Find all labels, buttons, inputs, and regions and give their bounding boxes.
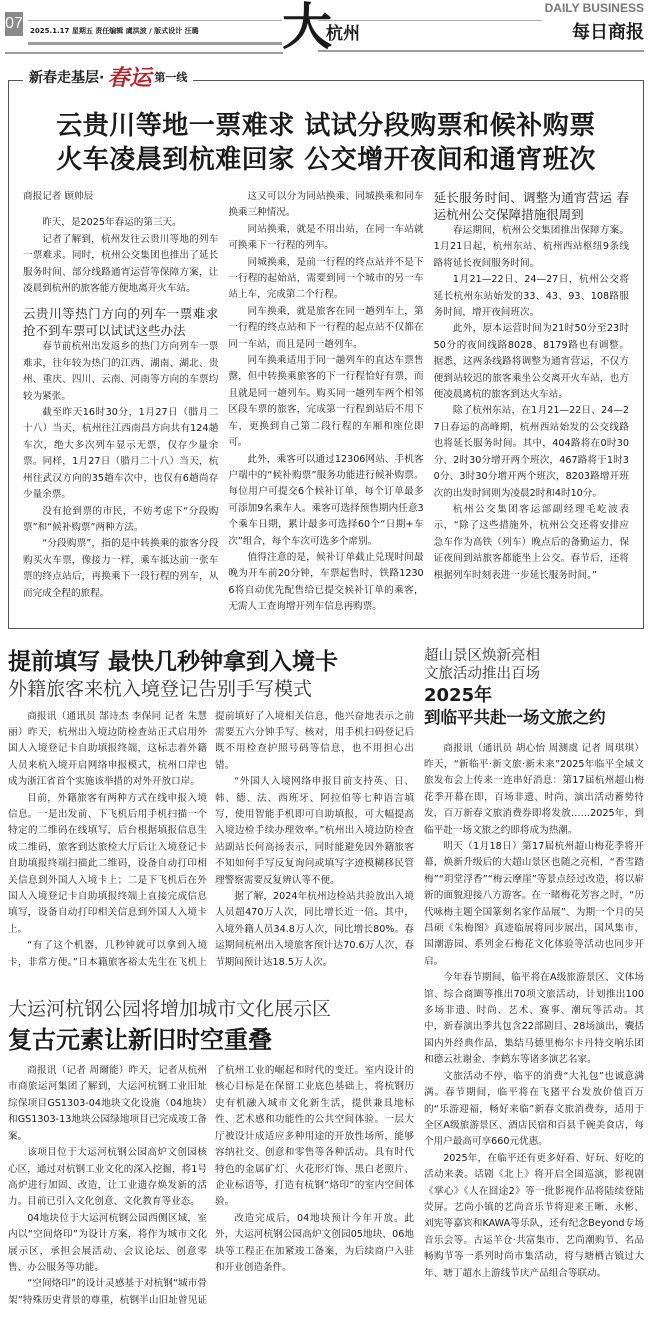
lower-section <box>8 647 644 1310</box>
paragraph: 1月21—22日、24—27日，杭州公交将延长杭州东站始发的33、43、93、108路服务时间，增开夜间班次。 <box>433 274 629 319</box>
section-logo-char: 大 <box>282 0 332 56</box>
paragraph: 同站换乘，就是不用出站，在同一车站就可换乘下一行程的列车。 <box>228 223 424 252</box>
story2 <box>8 647 414 972</box>
paragraph: 昨天，是2025年春运的第三天。 <box>42 217 182 229</box>
story3 <box>424 647 644 1282</box>
story4-subheadline: 大运河杭钢公园将增加城市文化展示区 <box>8 998 332 1021</box>
headline-line: 火车凌晨到杭难回家 公交增开夜间和通宵班次 <box>56 145 596 175</box>
header-rule-left <box>28 42 282 45</box>
paragraph: 没有抢到票的市民，不妨考虑下“分段购票”和“候补购票”两种方法。 <box>23 505 219 533</box>
masthead <box>0 0 652 62</box>
paragraph: 这又可以分为同站换乘、同城换乘和同车换乘三种情况。 <box>228 191 424 219</box>
kicker-text: 新春走基层· <box>29 70 105 86</box>
paragraph: 商报讯（通讯员 胡心怡 周测虞 记者 周琪琪）昨天，“新临平·新文旅·新未来”2025年临平全域文旅发布会上传来一连串好消息：第17届杭州超山梅花季开幕在即，百场非遗、时尚、演出活动蓄势待发，百万新春文旅消费券即将发放……2025年，到临平赴一场文旅之约即将成为热潮。 <box>424 742 644 836</box>
header-rule-right <box>318 50 644 52</box>
paragraph: 明天（1月18日）第17届杭州超山梅花季将开幕，焕新升级后的大超山景区也随之亮相，“香雪踏梅”“玥堂浮香”“梅云摩崖”等景点经过改造，将以崭新的面貌迎接八方游客。在一睹梅花芳容之时，“历代咏梅主题全国篆刻名家作品展”、为期一个月的吴昌硕《朱梅图》真迹临展将同步展出，国风集市、国潮游园、系列金石梅花文化体验等活动也同步开启。 <box>424 841 644 967</box>
page-content <box>0 65 652 1319</box>
paragraph: 除了杭州东站，在1月21—22日、24—27日春运的高峰期，杭州西站始发的公交线路也将延长服务时间。其中，404路将在0时30分、2时30分增开两个班次，467路将于1时30分、3时30分增开两个班次，8203路增开班次的出发时间则为凌晨2时和4时10分。 <box>433 405 629 499</box>
paragraph: 同车换乘适用于同一趟列车的直达车票售罄，但中转换乘旅客的下一行程恰好有票，而且就是同一趟列车。购买同一趟列车两个相邻区段车票的旅客，完成第一行程到站后不用下车，更换到自己第二段行程的车厢和座位即可。 <box>228 355 424 449</box>
paragraph: 改造完成后，04地块预计今年开放。此外，大运河杭钢公园高炉文创园05地块、06地块等工程正在加紧竣工备案，为后续商户入驻和开业创造条件。 <box>215 1212 414 1273</box>
paragraph: “有了这个机器，几秒钟就可以拿到入境卡，非常方便。”日本籍旅客裕太先生在飞机上提前填好了入境相关信息，他兴奋地表示之前需要五六分钟手写、核对，用手机扫码登记后既不用检查护照号码等信息，也不用担心出错。 <box>8 710 414 968</box>
paragraph: “分段购票”，指的是中转换乘的旅客分段购买火车票，像接力一样，乘车抵达前一张车票的终点站后，再换乘下一段行程的列车，从而完成全程的旅程。 <box>23 538 219 599</box>
section-title: 杭州 <box>326 24 360 44</box>
paragraph: 此外，原本运营时间为21时50分至23时50分的夜间线路8028、8179路也有调整。据悉，这两条线路将调整为通宵营运，不仅方便到站较迟的旅客乘坐公交离开火车站，也方便凌晨离杭的旅客到达火车站。 <box>433 323 629 401</box>
story3-subheadline: 超山景区焕新亮相 <box>424 647 540 664</box>
paragraph: 同车换乘，就是旅客在同一趟列车上，第一行程的终点站和下一行程的起点站不仅都在同一车站，而且是同一趟列车。 <box>228 305 424 350</box>
story3-headline: 2025年 <box>424 684 493 706</box>
story2-headline: 提前填写 最快几秒钟拿到入境卡 <box>8 648 339 675</box>
paragraph: 杭州公交集团客运部副经理毛屹波表示，“除了这些措施外，杭州公交还将安排应急车作为高铁（列车）晚点后的备勤运力，保证夜间到站旅客都能坐上公交。春节后，还将根据列车时刻表进一步延长服务时间。” <box>433 503 629 581</box>
left-stories <box>8 647 414 1310</box>
paragraph: 文旅活动不停，临平的消费“大礼包”也诚意满满。春节期间，临平将在飞猪平台发放价值百万的“乐游迎福，畅好来临”新春文旅消费券，适用于全区A级旅游景区、酒店民宿和百县千碗美食店，每个用户最高可享660元优惠。 <box>424 1070 644 1148</box>
header-rule-left-bottom <box>5 52 283 54</box>
paragraph: 春节前杭州出发返乡的热门方向列车一票难求，往年较为热门的江西、湖南、湖北、贵州、重庆、四川、云南、河南等方向的车票均较为紧张。 <box>23 341 219 402</box>
paragraph: 春运期间，杭州公交集团推出保障方案。1月21日起，杭州东站、杭州西站枢纽9条线路将延长夜间服务时间。 <box>433 225 629 269</box>
paragraph: 据了解，2024年杭州边检站共验放出入境人员超470万人次，同比增长近一倍。其中，入境外籍人员34.8万人次，同比增长80%。春运期间杭州出入境旅客预计达70.6万人次，春节期间预计达18.5万人次。 <box>215 891 414 968</box>
paragraph: 2025年，在临平还有更多好看、好玩、好吃的活动来袭。话剧《北上》将开启全国巡演，影视剧《掌心》《人在囧途2》等一批影视作品将陆续登陆荧屏。艺尚小镇的艺尚音乐节将迎来王晰、永彬、刘宪等嘉宾和KAWA等乐队，还有纪念Beyond专场音乐会等。古运羊仓·共富集市、艺尚潮购节、名品畅购节等一系列时尚市集活动，将与塘栖古镇过大年、塘丁超水上游线节庆产品组合等联动。 <box>424 1152 644 1279</box>
subheading: 延长服务时间、调整为通宵营运 春运杭州公交保障措施很周到 <box>433 190 629 222</box>
kicker-suffix: 第一线 <box>154 71 188 84</box>
paragraph: 商报讯（通讯员 郜诗杰 李保同 记者 朱慧丽）昨天，杭州出入境边防检查站正式启用外国人入境登记卡自助填报终端，这标志着外籍人员来杭入境开启网络申报模式，杭州口岸也成为浙江省首个实施该举措的对外开放口岸。 <box>8 710 207 788</box>
paragraph: 目前，外籍旅客有两种方式在线申报入境信息。一是出发前、下飞机后用手机扫描一个特定的二维码在线填写，后台根据填报信息生成二维码，旅客到达旅检大厅后让入境登记卡自助填报终端扫描此二维码，设备自动打印相关信息到外国人入境卡上；二是下飞机后在外国人入境登记卡自助填报终端上直接完成信息填写，设备自动打印相关信息到外国人入境卡上。 <box>8 792 207 935</box>
paragraph: 值得注意的是，候补订单截止兑现时间最晚为开车前20分钟，车票起售时，铁路12306将自动优先配售给已提交候补订单的乘客，无需人工查询增开列车信息再购票。 <box>228 551 424 613</box>
story3-body <box>424 741 644 1282</box>
story3-headline: 到临平共赴一场文旅之约 <box>424 707 606 727</box>
subheading: 云贵川等热门方向的列车一票难求 抢不到车票可以试试这些办法 <box>23 306 219 339</box>
header-thin-rule <box>28 20 282 21</box>
header-thin-rule-right <box>318 20 542 21</box>
brand-name: 每日商报 <box>572 22 644 43</box>
headline-line: 云贵川等地一票难求 试试分段购票和候补购票 <box>56 111 596 141</box>
kicker-calligraphy: 春运 <box>107 65 152 91</box>
paragraph: 此外，乘客可以通过12306网站、手机客户端中的“候补购票”服务功能进行候补购票。每位用户可提交6个候补订单，每个订单最多可添加9名乘车人。乘客可选择预售期内任意3个乘车日期，累计最多可选择60个“日期+车次”组合，每个车次可选多个席别。 <box>228 453 424 547</box>
brand-english: DAILY BUSINESS <box>544 1 644 15</box>
byline: 商报记者 顾帅辰 <box>23 191 94 202</box>
paragraph: 04地块位于大运河杭钢公园西侧区域，室内以“空间烙印”为设计方案，将作为城市文化展示区，承担会展活动、会议论坛、创意零售、办公服务等功能。 <box>8 1212 207 1273</box>
column-kicker <box>23 65 193 91</box>
story1-headline <box>23 109 629 177</box>
story3-subheadline: 文旅活动推出百场 <box>424 665 540 682</box>
dateline: 2025.1.17 星期五 责任编辑 虞洪波 / 版式设计 汪璐 <box>30 27 199 35</box>
story4-headline: 复古元素让新旧时空重叠 <box>8 1026 272 1055</box>
paragraph: 该项目位于大运河杭钢公园高炉文创园核心区，通过对杭钢工业文化的深入挖掘，将1号高炉进行加固、改造，让工业遗存焕发新的活力。目前已引入文化创意、文化教育等业态。 <box>8 1147 207 1208</box>
paragraph: “空间烙印”的设计灵感基于对杭钢“城市骨架”特殊历史背景的尊重，杭钢半山旧址曾见证了杭州工业的崛起和时代的变迁。室内设计的核心目标是在保留工业底色基础上，将杭钢历史有机融入城市文化新生活，提供兼具地标性、艺术感和功能性的公共空间体验。一层大厅被设计成适应多种用途的开放性场所，能够容纳社交、创意和零售等各种活动。具有时代特色的金属矿灯、火花形灯饰、黑白老照片、企业标语等，打造有杭钢“烙印”的室内空间体验。 <box>8 1065 414 1306</box>
story4-body <box>8 1063 414 1309</box>
paragraph: 截至昨天16时30分，1月27日（腊月二十八）当天，杭州往江西南昌方向共有124趟车次，绝大多次列车显示无票，仅存少量余票。同样，1月27日（腊月二十八）当天，杭州往武汉方向的35趟车次中，也仅有6趟尚存少量余票。 <box>23 407 219 501</box>
paragraph: 记者了解到，杭州发往云贵川等地的列车一票难求。同时，杭州公交集团也推出了延长服务时间、部分线路通宵运营等保障方案，让凌晨到杭州的旅客能方便地离开火车站。 <box>23 233 219 295</box>
story1-body <box>23 189 629 616</box>
paragraph: “外国人入境网络申报目前支持英、日、韩、德、法、西班牙、阿拉伯等七种语言填写，使用智能手机即可自助填报，可大幅提高入境边检手续办理效率。”杭州出入境边防检查站副站长何高扬表示，同时能避免因外籍旅客不知如何手写反复询问或填写字迹模糊移民管理警察需要反复辨认等不便。 <box>215 776 414 886</box>
paragraph: 同城换乘，是前一行程的终点站并不是下一行程的起始站，需要到同一个城市的另一车站上车，完成第二个行程。 <box>228 256 424 301</box>
paragraph: 商报讯（记者 周爾能）昨天，记者从杭州市商旅运河集团了解到，大运河杭钢工业旧址综保项目GS1303-04地块文化设施（04地块）和GS1303-13地块公园绿地项目已完成竣工备案。 <box>8 1065 207 1142</box>
page-number: 07 <box>5 12 23 36</box>
story1-frame <box>8 65 644 629</box>
story2-subheadline: 外籍旅客来杭入境登记告别手写模式 <box>8 677 313 700</box>
paragraph: 今年春节期间，临平将在A级旅游景区、文体场馆、综合商圈等推出70项文旅活动，计划推出100多场非遗、时尚、艺术、赛事、潮玩等活动。其中，新春演出季共包含22部剧目、28场演出，囊括国内外经典作品，集结马德里梅尔卡丹特交响乐团和德云社谢金、李鹤东等诸多演艺名家。 <box>424 972 644 1066</box>
story2-body <box>8 709 414 972</box>
story4 <box>8 997 414 1309</box>
